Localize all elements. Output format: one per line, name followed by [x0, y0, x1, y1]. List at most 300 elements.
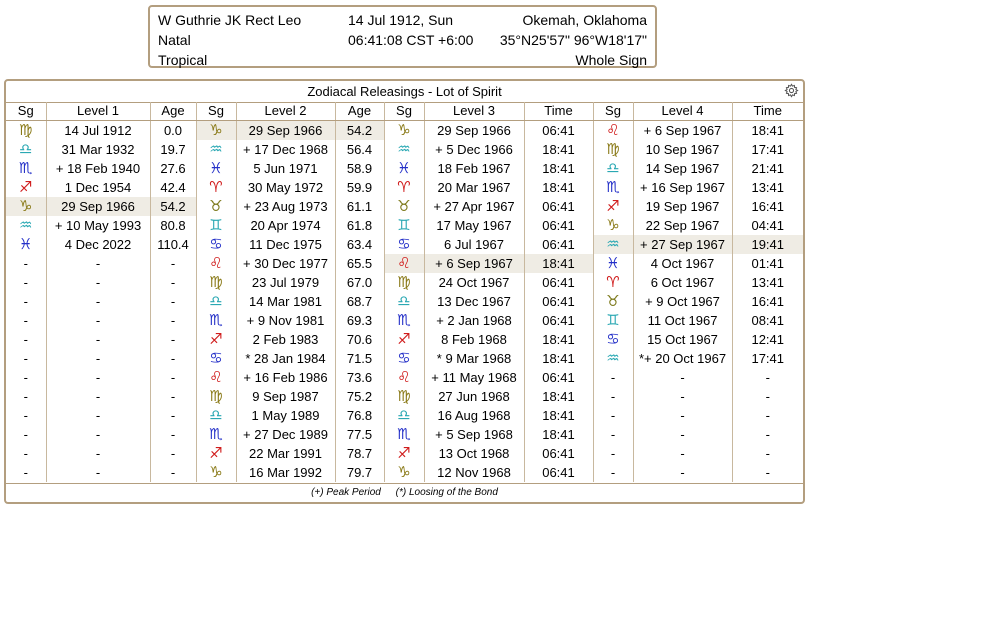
chart-info-panel	[148, 5, 657, 68]
table-row[interactable]	[6, 121, 803, 141]
sign-cell	[384, 159, 424, 178]
taurus-icon: ♉	[397, 198, 411, 215]
sign-cell	[196, 292, 236, 311]
time-cell: 18:41	[732, 121, 803, 141]
aries-icon: ♈	[606, 274, 620, 291]
level-4-cell: + 27 Sep 1967	[633, 235, 732, 254]
aries-icon: ♈	[397, 179, 411, 196]
sagittarius-icon: ♐	[19, 179, 33, 196]
header-sign-3: Sg	[384, 102, 424, 121]
table-row[interactable]	[6, 254, 803, 273]
sign-cell	[196, 387, 236, 406]
sign-cell	[196, 197, 236, 216]
age-cell: -	[150, 349, 196, 368]
table-row[interactable]	[6, 406, 803, 425]
gemini-icon: ♊	[397, 217, 411, 234]
leo-icon: ♌	[606, 122, 620, 139]
age-cell: 61.8	[335, 216, 384, 235]
level-1-cell: -	[46, 292, 150, 311]
age-cell: 78.7	[335, 444, 384, 463]
cancer-icon: ♋	[397, 350, 411, 367]
level-2-cell: 22 Mar 1991	[236, 444, 335, 463]
releasing-table	[6, 102, 803, 482]
time-cell: 21:41	[732, 159, 803, 178]
level-4-cell: *+ 20 Oct 1967	[633, 349, 732, 368]
level-1-cell: -	[46, 425, 150, 444]
sign-cell	[196, 235, 236, 254]
level-3-cell: 18 Feb 1967	[424, 159, 524, 178]
sign-cell	[6, 235, 46, 254]
time-cell: 06:41	[524, 368, 593, 387]
virgo-icon: ♍	[209, 388, 223, 405]
sign-cell: -	[23, 408, 28, 423]
sign-cell	[384, 463, 424, 482]
header-time-4: Time	[732, 102, 803, 121]
time-cell: -	[732, 368, 803, 387]
info-row-1	[150, 10, 655, 30]
sign-cell	[196, 216, 236, 235]
aquarius-icon: ♒	[606, 350, 620, 367]
age-cell: -	[150, 444, 196, 463]
table-row[interactable]	[6, 159, 803, 178]
sign-cell: -	[23, 370, 28, 385]
table-row[interactable]	[6, 216, 803, 235]
sign-cell	[6, 159, 46, 178]
aquarius-icon: ♒	[209, 141, 223, 158]
sign-cell	[593, 330, 633, 349]
level-1-cell: + 18 Feb 1940	[46, 159, 150, 178]
level-2-cell: 9 Sep 1987	[236, 387, 335, 406]
age-cell: 80.8	[150, 216, 196, 235]
sign-cell	[384, 406, 424, 425]
sign-cell	[6, 216, 46, 235]
level-2-cell: + 30 Dec 1977	[236, 254, 335, 273]
age-cell: -	[150, 387, 196, 406]
level-4-cell: 14 Sep 1967	[633, 159, 732, 178]
time-cell: 01:41	[732, 254, 803, 273]
libra-icon: ♎	[209, 407, 223, 424]
level-1-cell: 14 Jul 1912	[46, 121, 150, 141]
aquarius-icon: ♒	[397, 141, 411, 158]
age-cell: 63.4	[335, 235, 384, 254]
table-row[interactable]	[6, 273, 803, 292]
table-row[interactable]	[6, 349, 803, 368]
age-cell: 75.2	[335, 387, 384, 406]
libra-icon: ♎	[606, 160, 620, 177]
level-4-cell: + 6 Sep 1967	[633, 121, 732, 141]
libra-icon: ♎	[19, 141, 33, 158]
aquarius-icon: ♒	[606, 236, 620, 253]
level-4-cell: 11 Oct 1967	[633, 311, 732, 330]
cancer-icon: ♋	[209, 350, 223, 367]
level-2-cell: 14 Mar 1981	[236, 292, 335, 311]
gemini-icon: ♊	[606, 312, 620, 329]
age-cell: 59.9	[335, 178, 384, 197]
age-cell: 19.7	[150, 140, 196, 159]
sign-cell: -	[593, 425, 633, 444]
aquarius-icon: ♒	[19, 217, 33, 234]
level-4-cell: 22 Sep 1967	[633, 216, 732, 235]
sign-cell	[196, 406, 236, 425]
age-cell: 42.4	[150, 178, 196, 197]
virgo-icon: ♍	[606, 141, 620, 158]
sign-cell: -	[23, 351, 28, 366]
sign-cell	[593, 216, 633, 235]
sign-cell	[196, 178, 236, 197]
level-1-cell: 31 Mar 1932	[46, 140, 150, 159]
age-cell: 69.3	[335, 311, 384, 330]
level-2-cell: + 9 Nov 1981	[236, 311, 335, 330]
capricorn-icon: ♑	[19, 198, 33, 215]
scorpio-icon: ♏	[209, 426, 223, 443]
level-2-cell: + 17 Dec 1968	[236, 140, 335, 159]
sign-cell	[593, 178, 633, 197]
libra-icon: ♎	[397, 407, 411, 424]
time-cell: 06:41	[524, 121, 593, 141]
age-cell: 65.5	[335, 254, 384, 273]
sign-cell: -	[593, 368, 633, 387]
age-cell: 54.2	[335, 121, 384, 141]
level-2-cell: * 28 Jan 1984	[236, 349, 335, 368]
time-cell: 12:41	[732, 330, 803, 349]
sign-cell	[196, 349, 236, 368]
level-2-cell: 2 Feb 1983	[236, 330, 335, 349]
taurus-icon: ♉	[209, 198, 223, 215]
level-4-cell: 15 Oct 1967	[633, 330, 732, 349]
capricorn-icon: ♑	[397, 122, 411, 139]
time-cell: 06:41	[524, 273, 593, 292]
age-cell: 76.8	[335, 406, 384, 425]
time-cell: -	[732, 425, 803, 444]
level-3-cell: 13 Dec 1967	[424, 292, 524, 311]
time-cell: 06:41	[524, 444, 593, 463]
sign-cell	[593, 140, 633, 159]
sign-cell: -	[593, 463, 633, 482]
chart-type: Natal	[158, 32, 191, 48]
birth-place: Okemah, Oklahoma	[522, 12, 647, 28]
scorpio-icon: ♏	[397, 312, 411, 329]
sign-cell	[196, 425, 236, 444]
sign-cell	[384, 292, 424, 311]
level-4-cell: 19 Sep 1967	[633, 197, 732, 216]
pisces-icon: ♓	[606, 255, 620, 272]
table-row[interactable]	[6, 425, 803, 444]
sign-cell	[6, 197, 46, 216]
sign-cell	[196, 368, 236, 387]
sign-cell	[593, 235, 633, 254]
sign-cell	[384, 178, 424, 197]
level-1-cell: -	[46, 387, 150, 406]
age-cell: 68.7	[335, 292, 384, 311]
sign-cell	[196, 159, 236, 178]
sagittarius-icon: ♐	[397, 331, 411, 348]
level-4-cell: -	[633, 387, 732, 406]
sign-cell	[384, 387, 424, 406]
level-2-cell: + 27 Dec 1989	[236, 425, 335, 444]
sign-cell	[593, 159, 633, 178]
table-row[interactable]	[6, 140, 803, 159]
table-row[interactable]	[6, 292, 803, 311]
time-cell: 18:41	[524, 159, 593, 178]
level-1-cell: 29 Sep 1966	[46, 197, 150, 216]
virgo-icon: ♍	[397, 274, 411, 291]
level-3-cell: 29 Sep 1966	[424, 121, 524, 141]
chart-name: W Guthrie JK Rect Leo	[158, 12, 302, 28]
sign-cell: -	[23, 389, 28, 404]
age-cell: -	[150, 254, 196, 273]
table-header-row	[6, 102, 803, 121]
sign-cell	[384, 235, 424, 254]
age-cell: 58.9	[335, 159, 384, 178]
sign-cell	[196, 463, 236, 482]
level-3-cell: 13 Oct 1968	[424, 444, 524, 463]
age-cell: 0.0	[150, 121, 196, 141]
scorpio-icon: ♏	[397, 426, 411, 443]
sign-cell	[384, 311, 424, 330]
level-1-cell: -	[46, 311, 150, 330]
time-cell: 16:41	[732, 197, 803, 216]
cancer-icon: ♋	[397, 236, 411, 253]
pisces-icon: ♓	[209, 160, 223, 177]
level-3-cell: + 2 Jan 1968	[424, 311, 524, 330]
time-cell: 06:41	[524, 235, 593, 254]
sagittarius-icon: ♐	[209, 331, 223, 348]
zodiacal-releasing-panel	[4, 79, 805, 504]
time-cell: 06:41	[524, 463, 593, 482]
level-2-cell: 1 May 1989	[236, 406, 335, 425]
sign-cell: -	[23, 332, 28, 347]
house-system: Whole Sign	[575, 52, 647, 68]
age-cell: -	[150, 463, 196, 482]
age-cell: 77.5	[335, 425, 384, 444]
sign-cell	[593, 197, 633, 216]
level-1-cell: -	[46, 349, 150, 368]
sagittarius-icon: ♐	[397, 445, 411, 462]
virgo-icon: ♍	[209, 274, 223, 291]
libra-icon: ♎	[397, 293, 411, 310]
table-row[interactable]	[6, 197, 803, 216]
level-2-cell: 29 Sep 1966	[236, 121, 335, 141]
table-row[interactable]	[6, 178, 803, 197]
sagittarius-icon: ♐	[209, 445, 223, 462]
age-cell: -	[150, 292, 196, 311]
table-row[interactable]	[6, 444, 803, 463]
age-cell: 56.4	[335, 140, 384, 159]
header-level-1: Level 1	[46, 102, 150, 121]
header-level-3: Level 3	[424, 102, 524, 121]
header-sign-1: Sg	[6, 102, 46, 121]
level-4-cell: -	[633, 406, 732, 425]
gear-icon[interactable]	[784, 83, 799, 98]
sign-cell	[384, 216, 424, 235]
header-age-2: Age	[335, 102, 384, 121]
time-cell: 13:41	[732, 178, 803, 197]
sign-cell: -	[23, 427, 28, 442]
sign-cell	[196, 140, 236, 159]
level-4-cell: 6 Oct 1967	[633, 273, 732, 292]
age-cell: 71.5	[335, 349, 384, 368]
age-cell: -	[150, 330, 196, 349]
sign-cell	[196, 330, 236, 349]
level-3-cell: + 27 Apr 1967	[424, 197, 524, 216]
level-2-cell: 23 Jul 1979	[236, 273, 335, 292]
table-row[interactable]	[6, 387, 803, 406]
age-cell: 110.4	[150, 235, 196, 254]
peak-period-legend: (+) Peak Period	[311, 487, 381, 498]
level-3-cell: 24 Oct 1967	[424, 273, 524, 292]
level-3-cell: + 6 Sep 1967	[424, 254, 524, 273]
sign-cell	[196, 311, 236, 330]
sign-cell	[384, 197, 424, 216]
sign-cell: -	[593, 444, 633, 463]
time-cell: 18:41	[524, 387, 593, 406]
age-cell: 67.0	[335, 273, 384, 292]
sign-cell	[384, 444, 424, 463]
capricorn-icon: ♑	[397, 464, 411, 481]
time-cell: 17:41	[732, 140, 803, 159]
time-cell: 18:41	[524, 425, 593, 444]
level-3-cell: 8 Feb 1968	[424, 330, 524, 349]
leo-icon: ♌	[397, 369, 411, 386]
time-cell: 19:41	[732, 235, 803, 254]
level-1-cell: -	[46, 330, 150, 349]
scorpio-icon: ♏	[209, 312, 223, 329]
sign-cell: -	[23, 275, 28, 290]
pisces-icon: ♓	[397, 160, 411, 177]
level-4-cell: -	[633, 444, 732, 463]
info-row-2	[150, 30, 655, 50]
level-3-cell: 6 Jul 1967	[424, 235, 524, 254]
table-row[interactable]	[6, 463, 803, 482]
sign-cell	[196, 254, 236, 273]
level-4-cell: -	[633, 368, 732, 387]
panel-title: Zodiacal Releasings - Lot of Spirit	[6, 81, 803, 103]
level-3-cell: 27 Jun 1968	[424, 387, 524, 406]
sign-cell: -	[23, 313, 28, 328]
gemini-icon: ♊	[209, 217, 223, 234]
table-body	[6, 121, 803, 483]
taurus-icon: ♉	[606, 293, 620, 310]
level-2-cell: 11 Dec 1975	[236, 235, 335, 254]
time-cell: 18:41	[524, 140, 593, 159]
time-cell: 13:41	[732, 273, 803, 292]
age-cell: 79.7	[335, 463, 384, 482]
time-cell: 17:41	[732, 349, 803, 368]
sign-cell	[384, 425, 424, 444]
level-1-cell: -	[46, 444, 150, 463]
table-row[interactable]	[6, 235, 803, 254]
sagittarius-icon: ♐	[606, 198, 620, 215]
level-2-cell: + 16 Feb 1986	[236, 368, 335, 387]
level-3-cell: 17 May 1967	[424, 216, 524, 235]
birth-date: 14 Jul 1912, Sun	[348, 12, 454, 28]
level-3-cell: 16 Aug 1968	[424, 406, 524, 425]
level-3-cell: + 5 Sep 1968	[424, 425, 524, 444]
sign-cell	[384, 121, 424, 141]
virgo-icon: ♍	[397, 388, 411, 405]
level-3-cell: 12 Nov 1968	[424, 463, 524, 482]
header-sign-4: Sg	[593, 102, 633, 121]
level-1-cell: -	[46, 368, 150, 387]
header-time-3: Time	[524, 102, 593, 121]
level-1-cell: -	[46, 463, 150, 482]
level-1-cell: 1 Dec 1954	[46, 178, 150, 197]
age-cell: 61.1	[335, 197, 384, 216]
pisces-icon: ♓	[19, 236, 33, 253]
sign-cell	[6, 140, 46, 159]
sign-cell	[196, 444, 236, 463]
level-3-cell: 20 Mar 1967	[424, 178, 524, 197]
time-cell: 16:41	[732, 292, 803, 311]
table-row[interactable]	[6, 311, 803, 330]
level-3-cell: * 9 Mar 1968	[424, 349, 524, 368]
table-row[interactable]	[6, 368, 803, 387]
level-2-cell: + 23 Aug 1973	[236, 197, 335, 216]
time-cell: 18:41	[524, 330, 593, 349]
header-level-4: Level 4	[633, 102, 732, 121]
sign-cell: -	[23, 446, 28, 461]
level-1-cell: -	[46, 406, 150, 425]
time-cell: 08:41	[732, 311, 803, 330]
age-cell: -	[150, 273, 196, 292]
time-cell: 18:41	[524, 406, 593, 425]
sign-cell	[6, 178, 46, 197]
level-1-cell: + 10 May 1993	[46, 216, 150, 235]
age-cell: 54.2	[150, 197, 196, 216]
time-cell: 18:41	[524, 349, 593, 368]
cancer-icon: ♋	[209, 236, 223, 253]
time-cell: 06:41	[524, 292, 593, 311]
table-row[interactable]	[6, 330, 803, 349]
sign-cell	[593, 311, 633, 330]
age-cell: -	[150, 311, 196, 330]
coordinates: 35°N25'57" 96°W18'17"	[499, 32, 647, 48]
scorpio-icon: ♏	[606, 179, 620, 196]
header-level-2: Level 2	[236, 102, 335, 121]
level-4-cell: + 9 Oct 1967	[633, 292, 732, 311]
cancer-icon: ♋	[606, 331, 620, 348]
header-age-1: Age	[150, 102, 196, 121]
birth-time: 06:41:08 CST +6:00	[348, 32, 474, 48]
age-cell: 70.6	[335, 330, 384, 349]
sign-cell	[593, 292, 633, 311]
sign-cell	[384, 349, 424, 368]
level-2-cell: 5 Jun 1971	[236, 159, 335, 178]
info-row-3	[150, 50, 655, 70]
sign-cell	[384, 273, 424, 292]
sign-cell	[384, 140, 424, 159]
level-4-cell: -	[633, 425, 732, 444]
capricorn-icon: ♑	[209, 464, 223, 481]
level-1-cell: -	[46, 254, 150, 273]
capricorn-icon: ♑	[209, 122, 223, 139]
aries-icon: ♈	[209, 179, 223, 196]
level-4-cell: 10 Sep 1967	[633, 140, 732, 159]
level-2-cell: 20 Apr 1974	[236, 216, 335, 235]
legend-footer	[6, 483, 803, 502]
sign-cell	[6, 121, 46, 141]
time-cell: -	[732, 444, 803, 463]
age-cell: -	[150, 425, 196, 444]
sign-cell	[196, 121, 236, 141]
time-cell: 04:41	[732, 216, 803, 235]
level-3-cell: + 5 Dec 1966	[424, 140, 524, 159]
level-2-cell: 16 Mar 1992	[236, 463, 335, 482]
level-1-cell: 4 Dec 2022	[46, 235, 150, 254]
time-cell: -	[732, 406, 803, 425]
age-cell: -	[150, 368, 196, 387]
time-cell: -	[732, 463, 803, 482]
